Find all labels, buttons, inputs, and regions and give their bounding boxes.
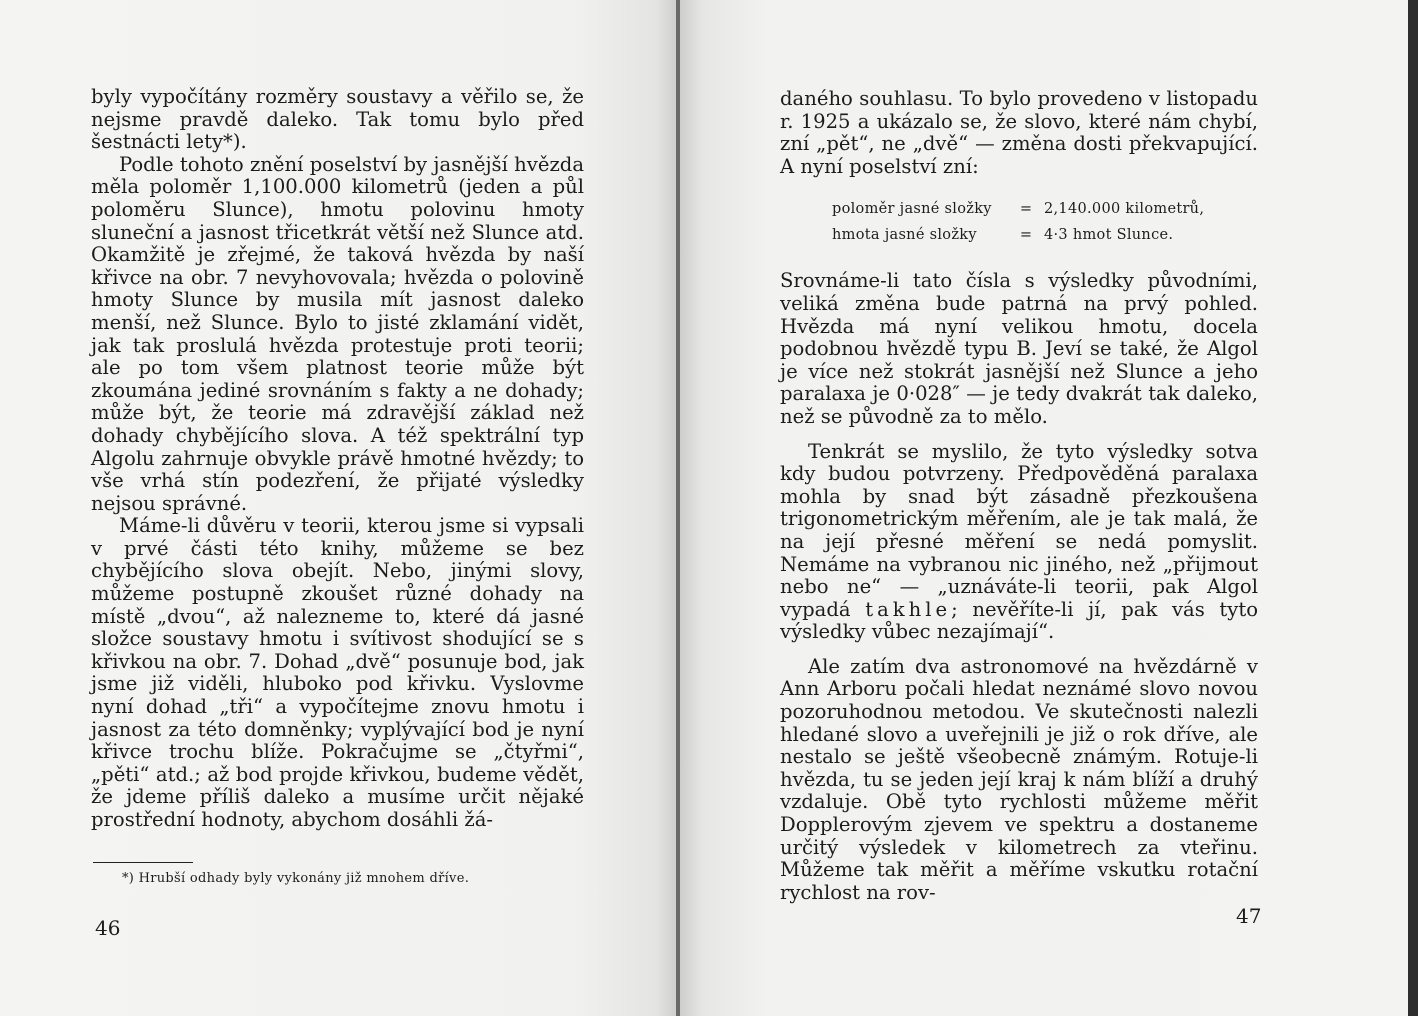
message-values xyxy=(832,196,1258,248)
right-page-body xyxy=(780,88,1258,904)
data-line-radius xyxy=(832,196,1258,222)
paragraph: byly vypočítány rozměry soustavy a věřilo se, že nejsme pravdě daleko. Tak tomu bylo před šestnácti lety*). xyxy=(91,85,584,154)
equals-sign: = xyxy=(1019,201,1033,218)
paragraph: daného souhlasu. To bylo provedeno v listopadu r. 1925 a ukázalo se, že slovo, které nám chybí, zní „pět“, ne „dvě“ — změna dosti překvapující. A nyní poselství zní: xyxy=(780,87,1258,178)
paragraph: Máme-li důvěru v teorii, kterou jsme si vypsali v prvé části této knihy, můžeme se bez chybějícího slova obejít. Nebo, jinými slovy, můžeme postupně zkoušet různé dohady na místě „dvou“, až nalezneme to, které dá jasné složce soustavy hmotu i svítivost shodující se s křivkou na obr. 7. Dohad „dvě“ posunuje bod, jak jsme již viděli, hluboko pod křivku. Vyslovme nyní dohad „tři“ a vypočítejme znovu hmotu i jasnost za této domněnky; vyplývající bod je nyní křivce trochu blíže. Pokračujme se „čtyřmi“, „pěti“ atd.; až bod projde křivkou, budeme vědět, že jdeme příliš daleko a musíme určit nějaké prostřední hodnoty, abychom dosáhli žá- xyxy=(91,514,584,831)
data-value: 4·3 hmot Slunce. xyxy=(1044,227,1174,244)
data-label: poloměr jasné složky xyxy=(832,201,992,218)
left-page-body xyxy=(91,86,584,832)
scan-right-edge xyxy=(1408,0,1418,1016)
paragraph: Srovnáme-li tato čísla s výsledky původními, veliká změna bude patrná na prvý pohled. Hvězda má nyní velikou hmotu, docela podobnou hvězdě typu B. Jeví se také, že Algol je více než stokrát jasnější než Slunce a jeho paralaxa je 0·028″ — je tedy dvakrát tak daleko, než se původně za to mělo. xyxy=(780,269,1258,428)
paragraph: Ale zatím dva astronomové na hvězdárně v Ann Arboru počali hledat neznámé slovo novou pozoruhodnou metodou. Ve skutečnosti nalezli hledané slovo a uveřejnili je již o rok dříve, ale nestalo se ještě všeobecně známým. Rotuje-li hvězda, tu se jeden její kraj k nám blíží a druhý vzdaluje. Obě tyto rychlosti můžeme měřit Dopplerovým zjevem ve spektru a dostaneme určitý výsledek v kilometrech za vteřinu. Můžeme tak měřit a měříme vskutku rotační rychlost na rov- xyxy=(780,654,1258,904)
left-page xyxy=(0,0,676,1016)
footnote-rule xyxy=(93,862,193,863)
page-number: 47 xyxy=(1236,904,1262,928)
paragraph-text: ; nevěříte-li jí, pak vás tyto výsledky vůbec nezajímají“. xyxy=(780,597,1258,644)
footnote: *) Hrubší odhady byly vykonány již mnohem dříve. xyxy=(122,871,470,886)
data-label: hmota jasné složky xyxy=(832,227,977,244)
equals-sign: = xyxy=(1019,227,1033,244)
paragraph xyxy=(780,441,1258,644)
right-page xyxy=(680,0,1408,1016)
emphasized-word: takhle xyxy=(865,597,952,621)
page-number: 46 xyxy=(95,916,121,940)
data-line-mass xyxy=(832,222,1258,248)
paragraph-text: Tenkrát se myslilo, že tyto výsledky sotva kdy budou potvrzeny. Předpověděná paralaxa mohla by snad být zásadně přezkoušena trigonometrickým měřením, ale je tak malá, že na její přesné měření se nedá pomyslit. Nemáme na vybranou nic jiného, než „přijmout nebo ne“ — „uznáváte-li teorii, pak Algol vypadá xyxy=(780,439,1258,621)
paragraph: Podle tohoto znění poselství by jasnější hvězda měla poloměr 1,100.000 kilometrů (jeden a půl poloměru Slunce), hmotu polovinu hmoty sluneční a jasnost třicetkrát větší než Slunce atd. Okamžitě je zřejmé, že taková hvězda by naší křivce na obr. 7 nevyhovovala; hvězda o polovině hmoty Slunce by musila mít jasnost daleko menší, než Slunce. Bylo to jisté zklamání vidět, jak tak proslulá hvězda protestuje proti teorii; ale po tom všem platnost teorie může být zkoumána jediné srovnáním s fakty a ne dohady; může být, že teorie má zdravější základ než dohady chybějícího slova. A též spektrální typ Algolu zahrnuje obvykle právě hmotné hvězdy; to vše vrhá stín podezření, že přijaté výsledky nejsou správné. xyxy=(91,152,584,515)
data-value: 2,140.000 kilometrů, xyxy=(1044,201,1205,218)
